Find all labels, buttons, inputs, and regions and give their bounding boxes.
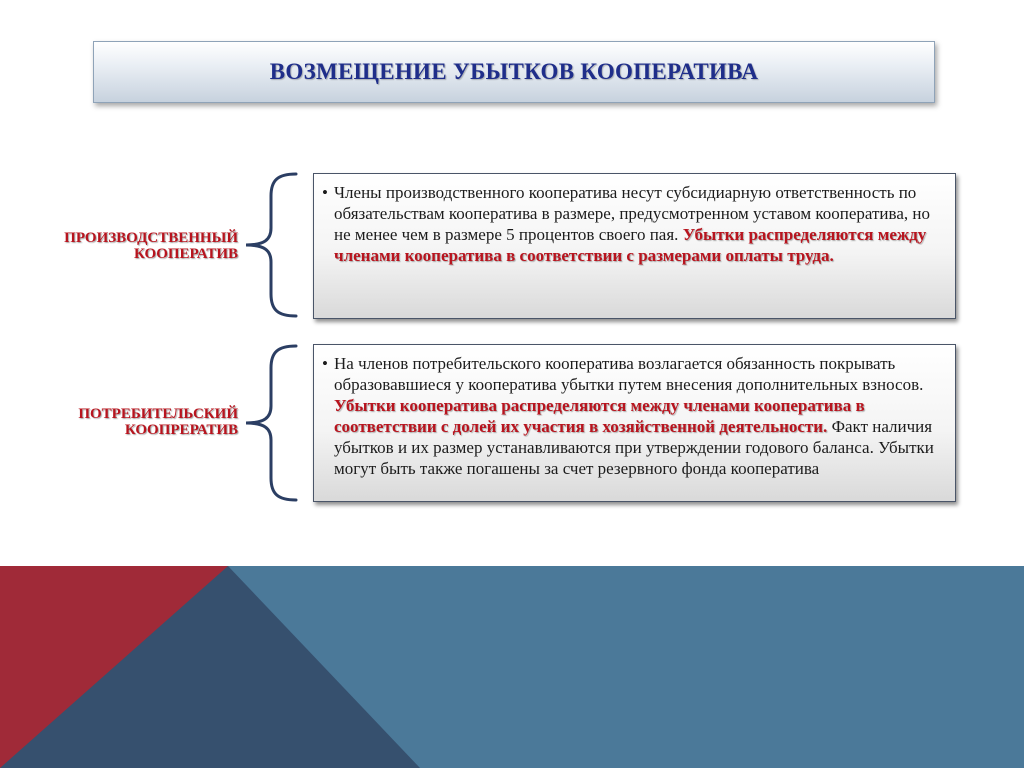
bullet-text [334, 353, 937, 479]
curly-brace-icon [238, 342, 302, 504]
text-emphasis: Убытки распределяются между членами кооператива в соответствии с размерами оплаты труда. [334, 225, 927, 265]
bullet-icon: • [322, 183, 328, 202]
text-emphasis: Убытки кооператива распределяются между членами кооператива в соответствии с долей их участия в хозяйственной деятельности. [334, 396, 865, 436]
title-banner [93, 41, 935, 103]
bullet-text [334, 182, 937, 266]
label-line-1: ПОТРЕБИТЕЛЬСКИЙ [78, 406, 238, 422]
consumer-cooperative-box [313, 344, 956, 502]
label-consumer-cooperative [78, 406, 238, 438]
bullet-item [322, 182, 937, 266]
label-line-2: КООПРЕРАТИВ [124, 422, 238, 438]
slide-title: ВОЗМЕЩЕНИЕ УБЫТКОВ КООПЕРАТИВА [269, 59, 759, 84]
curly-brace-icon [238, 170, 302, 320]
text-plain: На членов потребительского кооператива возлагается обязанность покрывать образовавшиеся у кооператива убытки путем внесения дополнительных взносов. [334, 354, 924, 394]
label-line-2: КООПЕРАТИВ [134, 246, 238, 262]
label-line-1: ПРОИЗВОДСТВЕННЫЙ [64, 230, 238, 246]
label-production-cooperative [64, 230, 238, 262]
bullet-icon: • [322, 354, 328, 373]
text-plain-continued: Факт наличия убытков и их размер устанавливаются при утверждении годового баланса. Убытки могут быть также погашены за счет резервного фонда кооператива [334, 417, 934, 478]
bullet-item [322, 353, 937, 479]
text-plain: Члены производственного кооператива несут субсидиарную ответственность по обязательствам кооператива в размере, предусмотренном уставом кооператива, но не менее чем в размере 5 процентов своего пая. [334, 183, 930, 244]
production-cooperative-box [313, 173, 956, 319]
footer-decoration [0, 566, 1024, 768]
